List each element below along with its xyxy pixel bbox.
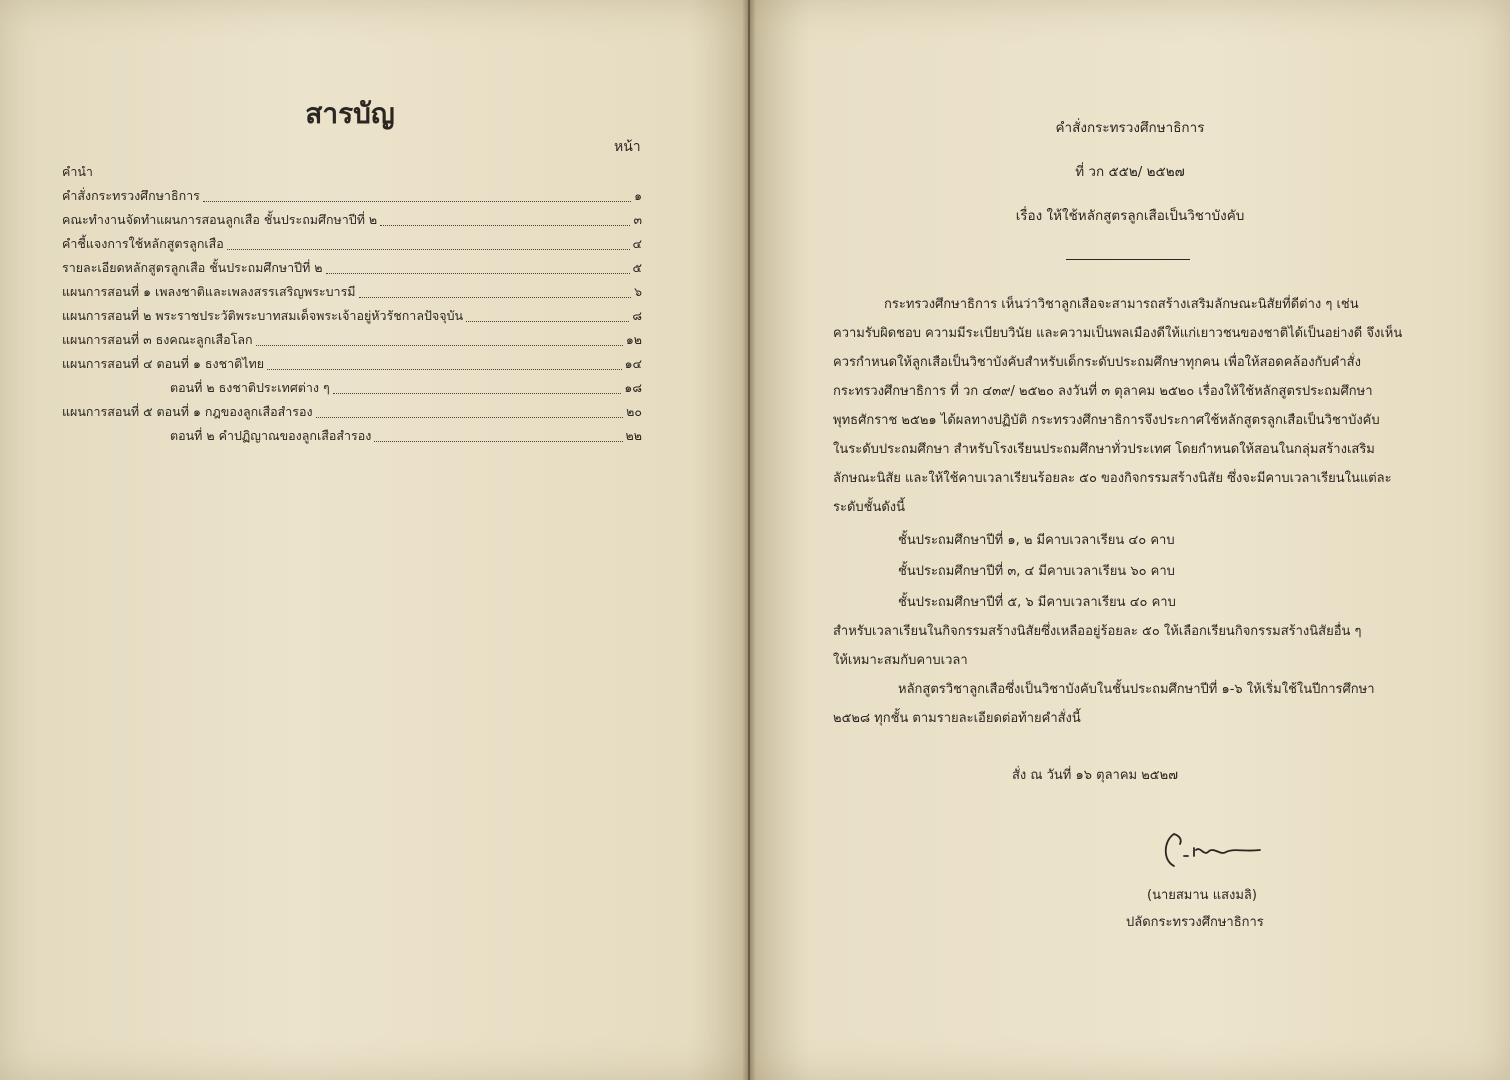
toc-entry-label: คำสั่งกระทรวงศึกษาธิการ bbox=[62, 188, 200, 203]
body-line: กระทรวงศึกษาธิการ เห็นว่าวิชาลูกเสือจะสามารถสร้างเสริมลักษณะนิสัยที่ดีต่าง ๆ เช่น bbox=[884, 297, 1359, 312]
order-date: สั่ง ณ วันที่ ๑๖ ตุลาคม ๒๕๒๗ bbox=[1012, 768, 1178, 783]
toc-entry bbox=[62, 208, 642, 230]
toc-entry-page: ๒๐ bbox=[626, 404, 642, 419]
toc-entry-label: แผนการสอนที่ ๕ ตอนที่ ๑ กฎของลูกเสือสำรอง bbox=[62, 404, 313, 419]
toc-entry bbox=[62, 232, 642, 254]
toc-entry bbox=[62, 352, 642, 374]
body-line: สำหรับเวลาเรียนในกิจกรรมสร้างนิสัยซึ่งเหลืออยู่ร้อยละ ๕๐ ให้เลือกเรียนกิจกรรมสร้างนิสัยอื่น ๆ bbox=[833, 624, 1362, 639]
toc-leader bbox=[326, 273, 630, 274]
toc-leader bbox=[380, 225, 630, 226]
toc-entry-label: ตอนที่ ๒ ธงชาติประเทศต่าง ๆ bbox=[170, 380, 330, 395]
toc-leader bbox=[466, 321, 629, 322]
body-line: พุทธศักราช ๒๕๒๑ ได้ผลทางปฏิบัติ กระทรวงศึกษาธิการจึงประกาศใช้หลักสูตรลูกเสือเป็นวิชาบังคับ bbox=[833, 413, 1380, 428]
toc-entry-page: ๖ bbox=[634, 284, 642, 299]
toc-entry-label: ตอนที่ ๒ คำปฏิญาณของลูกเสือสำรอง bbox=[170, 428, 372, 443]
toc-entry bbox=[62, 160, 642, 182]
body-line: ควรกำหนดให้ลูกเสือเป็นวิชาบังคับสำหรับเด็กระดับประถมศึกษาทุกคน เพื่อให้สอดคล้องกับคำสั่ง bbox=[833, 355, 1361, 370]
body-line: ลักษณะนิสัย และให้ใช้คาบเวลาเรียนร้อยละ ๕๐ ของกิจกรรมสร้างนิสัย ซึ่งจะมีคาบเวลาเรียนในแต่ละ bbox=[833, 471, 1392, 486]
toc-entry bbox=[62, 280, 642, 302]
toc-leader bbox=[267, 369, 622, 370]
order-subject: เรื่อง ให้ใช้หลักสูตรลูกเสือเป็นวิชาบังคับ bbox=[1015, 208, 1245, 224]
toc-entry bbox=[170, 376, 642, 398]
signer-title: ปลัดกระทรวงศึกษาธิการ bbox=[1126, 915, 1264, 930]
heading-rule bbox=[1066, 259, 1190, 260]
toc-entry-label: คณะทำงานจัดทำแผนการสอนลูกเสือ ชั้นประถมศึกษาปีที่ ๒ bbox=[62, 212, 378, 227]
body-line: ในระดับประถมศึกษา สำหรับโรงเรียนประถมศึกษาทั่วประเทศ โดยกำหนดให้สอนในกลุ่มสร้างเสริม bbox=[833, 442, 1375, 457]
toc-entry bbox=[170, 424, 642, 446]
toc-leader bbox=[359, 297, 632, 298]
toc-entry bbox=[62, 256, 642, 278]
toc-entry-page: ๕ bbox=[632, 260, 642, 275]
toc-leader bbox=[316, 417, 624, 418]
toc-entry bbox=[62, 400, 642, 422]
toc-entry-label: แผนการสอนที่ ๓ ธงคณะลูกเสือโลก bbox=[62, 332, 253, 347]
toc-entry bbox=[62, 304, 642, 326]
toc-entry-page: ๔ bbox=[632, 236, 642, 251]
toc-page-header: หน้า bbox=[614, 139, 641, 155]
grade-line: ชั้นประถมศึกษาปีที่ ๑, ๒ มีคาบเวลาเรียน ๔๐ คาบ bbox=[898, 533, 1175, 548]
toc-entry-page: ๒๒ bbox=[625, 428, 642, 443]
toc-leader bbox=[256, 345, 623, 346]
toc-entry-page: ๓ bbox=[633, 212, 642, 227]
body-line: ระดับชั้นดังนี้ bbox=[833, 500, 906, 515]
toc-entry-label: แผนการสอนที่ ๔ ตอนที่ ๑ ธงชาติไทย bbox=[62, 356, 265, 371]
order-number: ที่ วก ๕๕๒/ ๒๕๒๗ bbox=[1075, 164, 1185, 180]
toc-entry-label: คำนำ bbox=[62, 164, 93, 179]
toc-entry-label: คำชี้แจงการใช้หลักสูตรลูกเสือ bbox=[62, 236, 224, 251]
grade-line: ชั้นประถมศึกษาปีที่ ๕, ๖ มีคาบเวลาเรียน ๔๐ คาบ bbox=[898, 595, 1176, 610]
signer-name: (นายสมาน แสงมลิ) bbox=[1147, 888, 1257, 903]
body-line: ๒๕๒๘ ทุกชั้น ตามรายละเอียดต่อท้ายคำสั่งนี้ bbox=[833, 711, 1081, 726]
toc-leader bbox=[374, 441, 622, 442]
body-line: ความรับผิดชอบ ความมีระเบียบวินัย และความเป็นพลเมืองดีให้แก่เยาวชนของชาติได้เป็นอย่างดี จึงเห็น bbox=[833, 326, 1403, 341]
toc-entry-label: แผนการสอนที่ ๑ เพลงชาติและเพลงสรรเสริญพระบารมี bbox=[62, 284, 356, 299]
toc-entry-label: รายละเอียดหลักสูตรลูกเสือ ชั้นประถมศึกษาปีที่ ๒ bbox=[62, 260, 323, 275]
toc-entry-page: ๑๔ bbox=[624, 356, 642, 371]
body-line: กระทรวงศึกษาธิการ ที่ วก ๔๓๙/ ๒๕๒๐ ลงวันที่ ๓ ตุลาคม ๒๕๒๐ เรื่องให้ใช้หลักสูตรประถมศึกษา bbox=[833, 384, 1373, 399]
toc-entry-page: ๑ bbox=[634, 188, 642, 203]
grade-line: ชั้นประถมศึกษาปีที่ ๓, ๔ มีคาบเวลาเรียน ๖๐ คาบ bbox=[898, 564, 1175, 579]
toc-entry bbox=[62, 328, 642, 350]
body-line: ให้เหมาะสมกับคาบเวลา bbox=[833, 653, 968, 668]
toc-entry-label: แผนการสอนที่ ๒ พระราชประวัติพระบาทสมเด็จพระเจ้าอยู่หัวรัชกาลปัจจุบัน bbox=[62, 308, 464, 323]
toc-entry-page: ๑๒ bbox=[625, 332, 642, 347]
toc-leader bbox=[333, 393, 622, 394]
handwritten-signature bbox=[1160, 826, 1270, 876]
toc-entry-page: ๑๘ bbox=[624, 380, 642, 395]
toc-entry bbox=[62, 184, 642, 206]
toc-leader bbox=[227, 249, 630, 250]
toc-entry-page: ๘ bbox=[632, 308, 642, 323]
body-line: หลักสูตรวิชาลูกเสือซึ่งเป็นวิชาบังคับในชั้นประถมศึกษาปีที่ ๑-๖ ให้เริ่มใช้ในปีการศึกษา bbox=[898, 682, 1375, 697]
toc-leader bbox=[203, 201, 631, 202]
order-heading: คำสั่งกระทรวงศึกษาธิการ bbox=[1055, 120, 1205, 136]
toc-title: สารบัญ bbox=[305, 97, 395, 130]
